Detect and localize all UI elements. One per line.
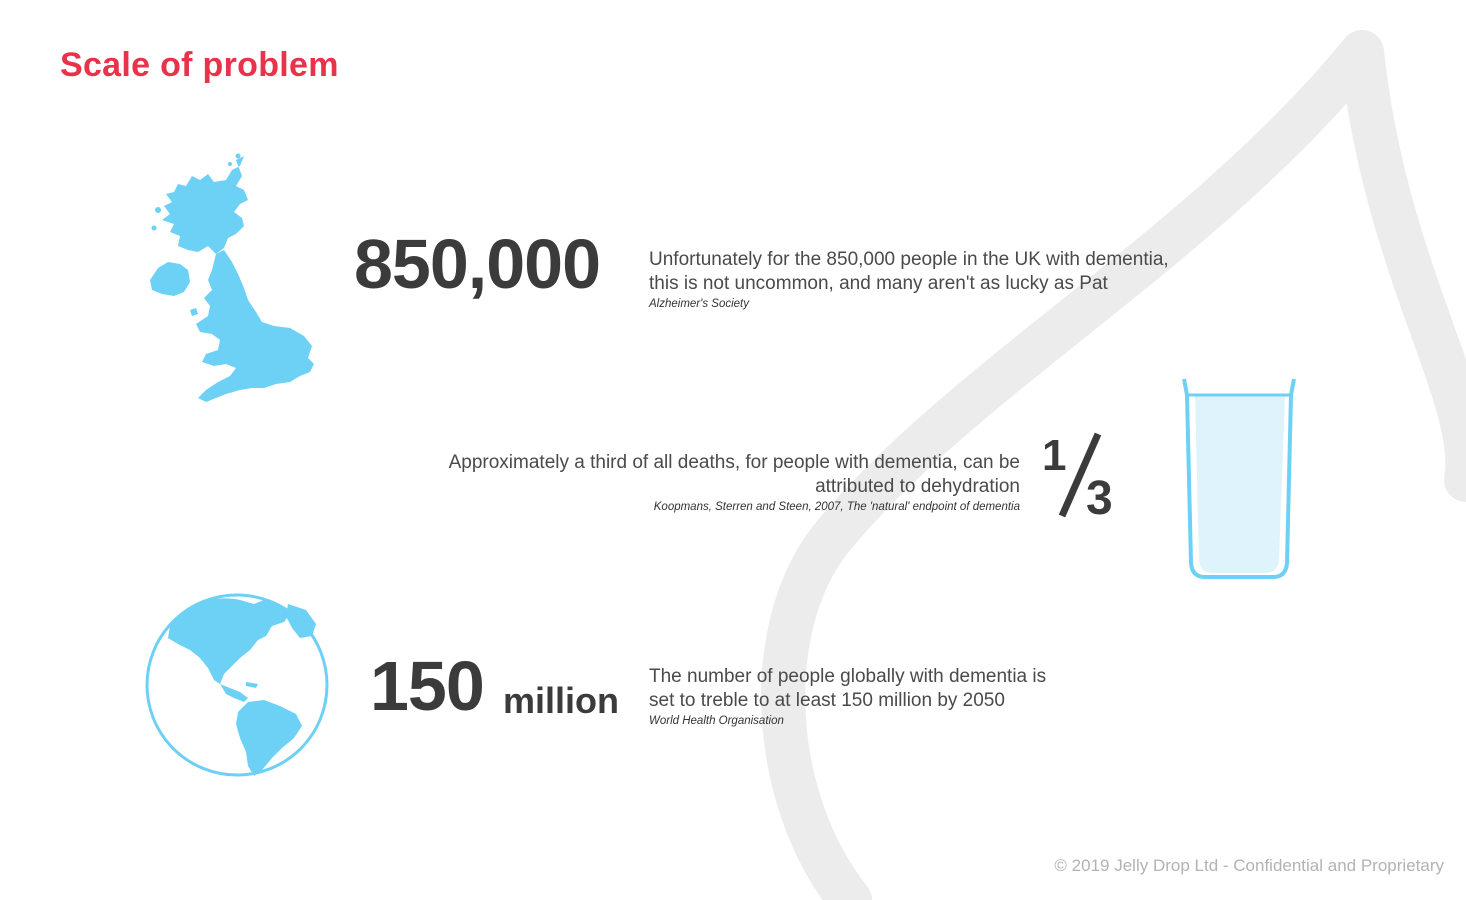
global-source: World Health Organisation	[649, 715, 784, 727]
fraction-numerator: 1	[1042, 431, 1067, 480]
dehydration-description-line2: attributed to dehydration	[815, 476, 1020, 497]
dehydration-description	[360, 451, 1020, 514]
global-description-line1: The number of people globally with dementia is	[649, 666, 1047, 687]
global-description	[649, 665, 1129, 728]
global-dementia-unit: million	[503, 680, 619, 721]
uk-description	[649, 248, 1249, 311]
dehydration-source: Koopmans, Sterren and Steen, 2007, The 'natural' endpoint of dementia	[653, 501, 1020, 513]
one-third-fraction	[1040, 430, 1135, 525]
uk-dementia-count: 850,000	[354, 225, 601, 303]
uk-description-line1: Unfortunately for the 850,000 people in the UK with dementia,	[649, 249, 1169, 270]
uk-map-icon	[140, 150, 330, 410]
dehydration-description-line1: Approximately a third of all deaths, for people with dementia, can be	[448, 452, 1020, 473]
globe-icon	[140, 588, 334, 782]
page-title: Scale of problem	[60, 46, 339, 84]
uk-description-line2: this is not uncommon, and many aren't as lucky as Pat	[649, 273, 1108, 294]
global-description-line2: set to treble to at least 150 million by 2050	[649, 690, 1005, 711]
global-dementia-count: 150	[370, 647, 484, 725]
fraction-denominator: 3	[1086, 472, 1113, 525]
uk-source: Alzheimer's Society	[649, 298, 749, 310]
water-glass-icon	[1175, 375, 1303, 585]
footer-copyright: © 2019 Jelly Drop Ltd - Confidential and Proprietary	[1054, 856, 1444, 875]
